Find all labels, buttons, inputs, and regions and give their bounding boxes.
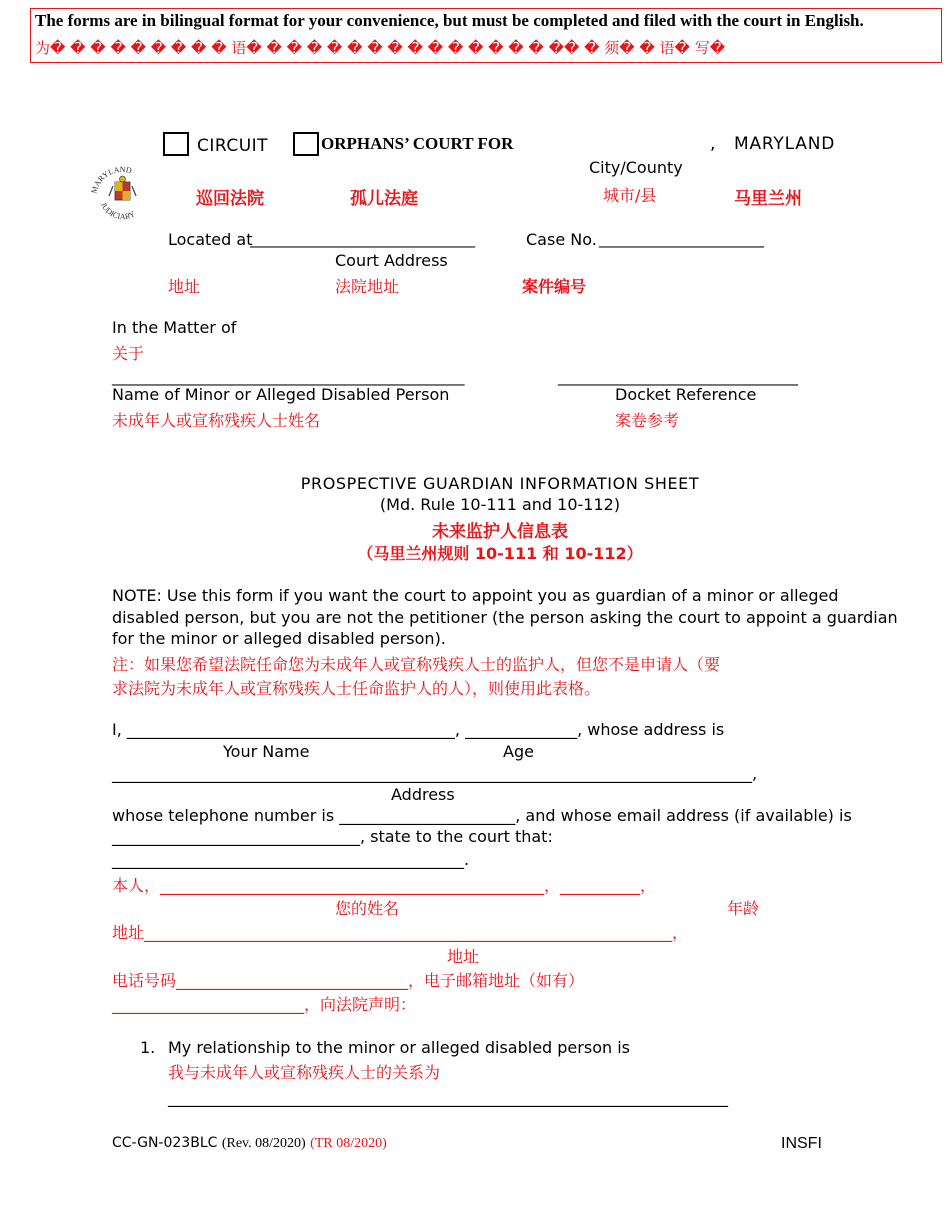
- statement-end-line-zh[interactable]: ________________________，向法院声明：: [112, 995, 417, 1014]
- court-address-label: Court Address: [335, 251, 448, 270]
- name-age-line-zh[interactable]: 本人，________________________________________________，__________，: [112, 876, 657, 895]
- docket-reference-label-zh: 案卷参考: [615, 411, 680, 430]
- orphans-court-checkbox[interactable]: [293, 132, 319, 156]
- note-line-1: NOTE: Use this form if you want the court to appoint you as guardian of a minor or alleged: [112, 586, 839, 605]
- maryland-label: MARYLAND: [734, 134, 836, 154]
- minor-name-label: Name of Minor or Alleged Disabled Person: [112, 385, 450, 404]
- form-code: INSFI: [781, 1135, 822, 1152]
- case-no-label: Case No.: [526, 230, 597, 249]
- court-address-field[interactable]: ______________________________: [250, 230, 475, 248]
- circuit-label: CIRCUIT: [197, 136, 269, 156]
- in-the-matter-of-label-zh: 关于: [112, 344, 145, 363]
- form-rule-reference: (Md. Rule 10-111 and 10-112): [379, 495, 621, 514]
- item-1-text-zh: 我与未成年人或宣称残疾人士的关系为: [168, 1063, 441, 1082]
- statement-end-blank[interactable]: ____________________________________________.: [112, 850, 470, 869]
- address-line-zh[interactable]: 地址__________________________________________________________________，: [112, 923, 689, 942]
- in-the-matter-of-label: In the Matter of: [112, 318, 237, 337]
- docket-reference-label: Docket Reference: [615, 385, 757, 404]
- seal-top-text: MARYLAND: [89, 164, 133, 195]
- your-name-label-zh: 您的姓名: [335, 899, 400, 918]
- form-title-zh: 未来监护人信息表: [432, 522, 568, 542]
- located-at-label: Located at: [168, 230, 253, 249]
- relationship-field[interactable]: ______________________________________________________________________: [168, 1088, 728, 1107]
- note-line-3: for the minor or alleged disabled person).: [112, 629, 446, 648]
- city-county-label-zh: 城市/县: [603, 186, 657, 205]
- maryland-judiciary-seal: [86, 158, 158, 230]
- revision-date: (Rev. 08/2020): [221, 1136, 306, 1151]
- note-line-2: disabled person, but you are not the petitioner (the person asking the court to appoint a guardian: [112, 608, 898, 627]
- bilingual-notice-english: The forms are in bilingual format for your convenience, but must be completed and filed with the court in English.: [35, 11, 864, 30]
- item-1-number: 1.: [140, 1038, 156, 1057]
- form-rule-reference-zh: （马里兰州规则 10-111 和 10-112）: [357, 544, 643, 563]
- bilingual-notice-banner: [30, 8, 942, 63]
- age-label-zh: 年龄: [727, 899, 760, 918]
- telephone-email-line-zh[interactable]: 电话号码_____________________________，电子邮箱地址（如有）: [112, 971, 585, 990]
- age-label: Age: [503, 742, 534, 761]
- form-title: PROSPECTIVE GUARDIAN INFORMATION SHEET: [300, 474, 700, 493]
- form-number: CC-GN-023BLC: [112, 1135, 218, 1151]
- docket-reference-field[interactable]: ________________________________: [558, 368, 798, 386]
- located-at-label-zh: 地址: [168, 277, 201, 296]
- address-label-zh: 地址: [447, 947, 480, 966]
- header-comma: ,: [710, 134, 716, 154]
- note-line-1-zh: 注：如果您希望法院任命您为未成年人或宣称残疾人士的监护人，但您不是申请人（要: [112, 655, 721, 674]
- maryland-label-zh: 马里兰州: [734, 189, 802, 209]
- case-no-label-zh: 案件编号: [522, 277, 587, 296]
- bilingual-notice-chinese: 为� � � � � � � � � 语� � � � � � � � � � � � � � � �� � 须� � 语� 写�: [35, 39, 726, 57]
- seal-bottom-text: JUDICIARY: [98, 200, 137, 222]
- note-line-2-zh: 求法院为未成年人或宣称残疾人士任命监护人的人），则使用此表格。: [112, 679, 601, 698]
- city-county-label: City/County: [589, 158, 683, 177]
- circuit-checkbox[interactable]: [163, 132, 189, 156]
- case-no-field[interactable]: ______________________: [599, 230, 764, 248]
- translation-date: (TR 08/2020): [310, 1136, 387, 1151]
- address-label: Address: [391, 785, 455, 804]
- telephone-email-line[interactable]: whose telephone number is ______________________, and whose email address (if available) is: [112, 806, 852, 825]
- footer-form-id: [112, 1135, 387, 1152]
- orphans-court-label: ORPHANS’ COURT FOR: [321, 134, 514, 153]
- minor-name-field[interactable]: _______________________________________________: [112, 368, 465, 386]
- court-address-label-zh: 法院地址: [335, 277, 400, 296]
- address-field[interactable]: ________________________________________________________________________________,: [112, 764, 758, 783]
- email-field-line[interactable]: _______________________________, state to the court that:: [112, 827, 553, 846]
- item-1-text: My relationship to the minor or alleged disabled person is: [168, 1038, 630, 1057]
- orphans-court-label-zh: 孤儿法庭: [350, 189, 418, 209]
- your-name-label: Your Name: [223, 742, 310, 761]
- name-age-address-line[interactable]: I, _________________________________________, ______________, whose address is: [112, 720, 725, 739]
- minor-name-label-zh: 未成年人或宣称残疾人士姓名: [112, 411, 321, 430]
- circuit-label-zh: 巡回法院: [196, 189, 264, 209]
